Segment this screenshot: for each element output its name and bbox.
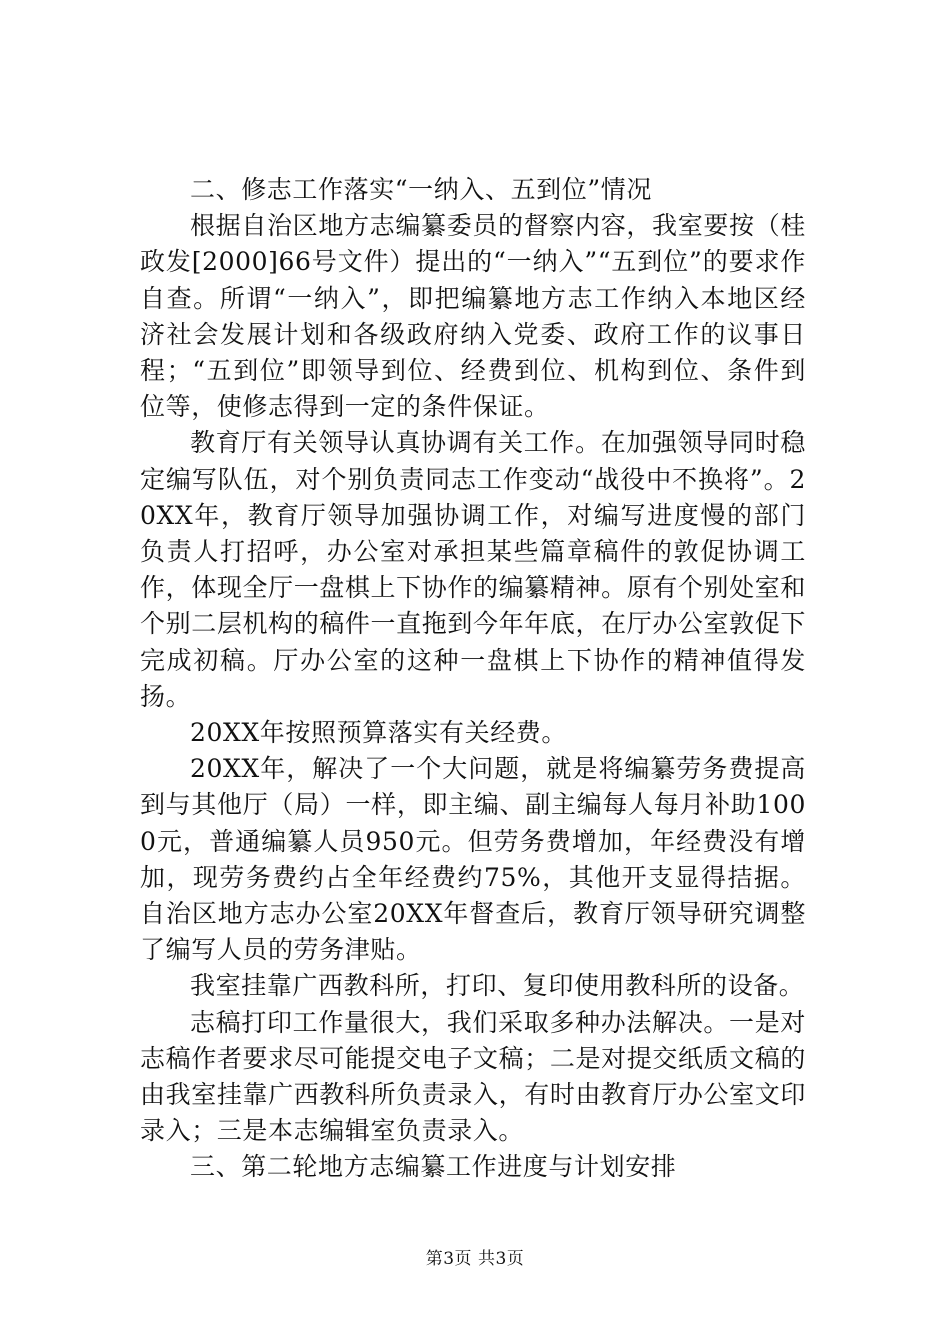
paragraph-typing: 志稿打印工作量很大，我们采取多种办法解决。一是对志稿作者要求尽可能提交电子文稿；二是对提交纸质文稿的由我室挂靠广西教科所负责录入，有时由教育厅办公室文印录入；三是本志编辑室负责录入。 [140,1007,806,1146]
paragraph-funding: 20XX年按照预算落实有关经费。 [190,718,568,748]
document-body [140,172,806,1186]
paragraph-self-inspection: 根据自治区地方志编纂委员的督察内容，我室要按（桂政发[2000]66号文件）提出的“一纳入”“五到位”的要求作自查。所谓“一纳入”，即把编纂地方志工作纳入本地区经济社会发展计划和各级政府纳入党委、政府工作的议事日程；“五到位”即领导到位、经费到位、机构到位、条件到位等，使修志得到一定的条件保证。 [140,211,806,422]
page-footer: 第3页 共3页 [425,1249,525,1269]
section-heading-2: 二、修志工作落实“一纳入、五到位”情况 [190,175,652,204]
paragraph-labor-fee: 20XX年，解决了一个大问题，就是将编纂劳务费提高到与其他厅（局）一样，即主编、副主编每人每月补助1000元，普通编纂人员950元。但劳务费增加，年经费没有增加，现劳务费约占全年经费约75%，其他开支显得拮据。自治区地方志办公室20XX年督查后，教育厅领导研究调整了编写人员的劳务津贴。 [140,754,806,965]
paragraph-equipment: 我室挂靠广西教科所，打印、复印使用教科所的设备。 [190,971,805,1001]
section-heading-3: 三、第二轮地方志编纂工作进度与计划安排 [190,1152,677,1182]
paragraph-leadership: 教育厅有关领导认真协调有关工作。在加强领导同时稳定编写队伍，对个别负责同志工作变动“战役中不换将”。20XX年，教育厅领导加强协调工作，对编写进度慢的部门负责人打招呼，办公室对承担某些篇章稿件的敦促协调工作，体现全厅一盘棋上下协作的编纂精神。原有个别处室和个别二层机构的稿件一直拖到今年年底，在厅办公室敦促下完成初稿。厅办公室的这种一盘棋上下协作的精神值得发扬。 [140,428,806,711]
